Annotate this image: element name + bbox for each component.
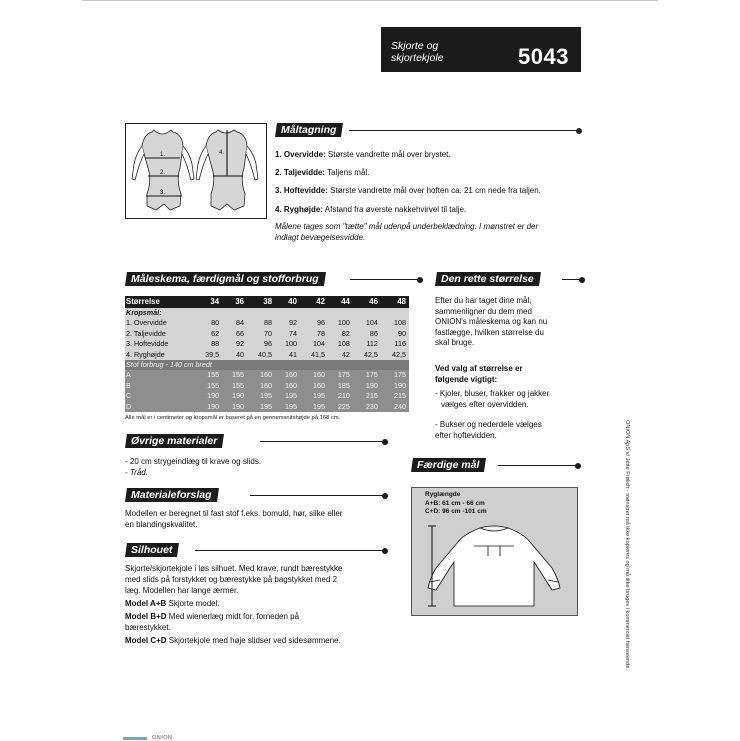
top-rule — [82, 0, 658, 1]
table-cell: 88 — [247, 318, 275, 328]
silhouet-line-1: Skjorte/skjortekjole i løs silhuet. Med krave, rundt bærestykke — [125, 564, 343, 573]
table-cell: 39,5 — [194, 350, 222, 360]
table-cell: 230 — [353, 402, 381, 412]
table-cell: 2. Taljevidde — [125, 329, 194, 339]
table-header-cell: 40 — [275, 296, 300, 308]
silhouet-line-3: læg. Modellen har lange ærmer. — [125, 586, 239, 595]
body-figure-svg — [126, 124, 266, 218]
faerdige-mal-heading-text: Færdige mål — [416, 459, 480, 471]
table-cell: 41,5 — [300, 350, 328, 360]
text-line: efter hoftevidden. — [435, 430, 497, 440]
section-rule — [498, 465, 578, 466]
title-line-2: skjortekjole — [391, 52, 444, 64]
table-cell: 185 — [328, 381, 353, 391]
note-line-2: indlagt bevægelsesvidde. — [275, 233, 366, 242]
size-table — [125, 296, 409, 412]
table-cell: 74 — [275, 329, 300, 339]
table-row — [125, 381, 409, 391]
table-cell: 1. Overvidde — [125, 318, 194, 328]
fig-label-2: 2. — [160, 170, 166, 176]
table-header-cell: 44 — [328, 296, 353, 308]
finished-measure-figure — [411, 487, 578, 616]
back-length-cd: C+D: 96 cm -101 cm — [425, 508, 487, 515]
table-cell: 116 — [381, 339, 409, 349]
table-row — [125, 402, 409, 412]
table-cell: 190 — [222, 402, 247, 412]
section-rule — [349, 130, 579, 131]
rette-storrelse-heading — [435, 272, 541, 286]
section-dot — [382, 548, 388, 554]
section-dot — [576, 128, 582, 134]
table-cell: 160 — [300, 370, 328, 380]
silhouet-line-2: med slids på forstykket og bærestykke på bagstykket med 2 — [125, 575, 338, 584]
table-cell: 96 — [247, 339, 275, 349]
bottom-logo: ONION — [152, 735, 173, 741]
section-dot — [575, 463, 581, 469]
text-line: fastlægge, hvilken størrelse du — [435, 327, 544, 337]
table-row — [125, 391, 409, 401]
table-cell: 190 — [353, 381, 381, 391]
section-dot — [382, 493, 388, 499]
table-header-cell: Størrelse — [125, 296, 194, 308]
table-cell: 175 — [381, 370, 409, 380]
table-cell: B — [125, 381, 194, 391]
table-cell: 210 — [328, 391, 353, 401]
section-dot — [382, 439, 388, 445]
table-header-cell: 42 — [300, 296, 328, 308]
table-cell: 195 — [275, 402, 300, 412]
table-cell: 160 — [275, 370, 300, 380]
text-line: følgende vigtigt: — [435, 374, 498, 384]
shirt-back-svg — [412, 488, 577, 615]
back-length-ab: A+B: 61 cm - 66 cm — [425, 499, 485, 507]
table-cell: 215 — [381, 391, 409, 401]
table-cell: 104 — [300, 339, 328, 349]
table-cell: 41 — [275, 350, 300, 360]
maltagning-item-2 — [275, 168, 369, 178]
table-header-cell: 46 — [353, 296, 381, 308]
item-text: Største vandrette mål over hoften ca. 21 cm nede fra taljen. — [327, 186, 541, 195]
maltagning-item-4 — [275, 205, 466, 215]
silhouet-model-3 — [125, 636, 341, 647]
table-cell: 155 — [222, 381, 247, 391]
ovrige-heading — [125, 434, 224, 448]
copyright-side-text: ONION ApS v/ Jette Frølich - mønstret må ikke kopieres og må ikke bruges i kommerciel henseende. — [624, 420, 630, 670]
silhouet-model-1 — [125, 599, 220, 610]
table-cell: 96 — [300, 318, 328, 328]
pattern-title — [391, 40, 444, 64]
table-row — [125, 350, 409, 360]
table-cell: D — [125, 402, 194, 412]
rette-storrelse-text — [435, 296, 585, 349]
section-rule — [250, 495, 385, 496]
text-line: vælges efter overvidden. — [441, 399, 529, 409]
table-cell: 3. Hoftevidde — [125, 339, 194, 349]
table-header-row — [125, 296, 409, 308]
table-cell: 240 — [381, 402, 409, 412]
table-cell: 160 — [275, 381, 300, 391]
table-cell: 195 — [275, 391, 300, 401]
faerdige-mal-section-header — [411, 458, 581, 472]
fig-label-4: 4. — [219, 150, 225, 156]
note-line-1: Målene tages som "tætte" mål udenpå underbeklædning. I mønstret er der — [275, 222, 539, 231]
table-cell: 155 — [222, 370, 247, 380]
model-label: Model C+D — [125, 636, 167, 645]
table-cell: A — [125, 370, 194, 380]
table-cell: 100 — [275, 339, 300, 349]
table-cell: 160 — [300, 381, 328, 391]
rette-storrelse-bullet-2 — [435, 420, 585, 441]
table-cell: 70 — [247, 329, 275, 339]
table-cell: C — [125, 391, 194, 401]
table-cell: 190 — [222, 391, 247, 401]
table-row — [125, 329, 409, 339]
pattern-number: 5043 — [518, 44, 569, 69]
table-cell: 86 — [353, 329, 381, 339]
ovrige-line-1: - 20 cm strygeindlæg til krave og slids. — [125, 457, 262, 466]
materialeforslag-heading-text: Materialeforslag — [130, 489, 212, 501]
text-line: Ved valg af størrelse er — [435, 364, 523, 373]
maltagning-heading-text: Måltagning — [280, 124, 337, 136]
maltagning-heading — [275, 123, 343, 137]
table-row — [125, 318, 409, 328]
ovrige-heading-text: Øvrige materialer — [130, 435, 218, 447]
section-rule — [260, 441, 385, 442]
text-line: - Kjoler, bluser, frakker og jakker — [435, 389, 550, 398]
maltagning-section-header — [275, 123, 582, 137]
silhouet-heading — [125, 543, 179, 557]
text-line: ONION's måleskema og kan nu — [435, 317, 548, 327]
table-cell: 92 — [275, 318, 300, 328]
table-cell: 108 — [328, 339, 353, 349]
section-dot — [417, 277, 423, 283]
item-text: Største vandrette mål over brystet. — [325, 150, 451, 159]
silhouet-heading-text: Silhouet — [130, 544, 173, 556]
measurement-figure — [125, 123, 267, 219]
table-cell: 112 — [353, 339, 381, 349]
table-cell: 175 — [353, 370, 381, 380]
fabric-heading: Stof forbrug - 140 cm bredt — [125, 360, 409, 370]
table-cell: 62 — [194, 329, 222, 339]
fig-label-1: 1. — [160, 152, 166, 158]
section-dot — [579, 277, 585, 283]
table-cell: 78 — [300, 329, 328, 339]
table-row — [125, 339, 409, 349]
back-length-label: Ryglængde — [425, 491, 461, 498]
section-rule — [195, 550, 385, 551]
text-line: sammenligner du dem med — [435, 306, 532, 316]
section-rule — [350, 279, 420, 280]
table-cell: 108 — [381, 318, 409, 328]
ovrige-section-header — [125, 434, 388, 448]
table-cell: 92 — [222, 339, 247, 349]
table-header-cell: 34 — [194, 296, 222, 308]
table-cell: 4. Ryghøjde — [125, 350, 194, 360]
table-cell: 40,5 — [247, 350, 275, 360]
model-text: Skjorte model. — [166, 599, 220, 608]
faerdige-mal-heading — [411, 458, 486, 472]
materialeforslag-line-2: en blandingskvalitet. — [125, 520, 198, 529]
item-text: Taljens mål. — [325, 168, 370, 177]
item-label: 2. Taljevidde: — [275, 168, 326, 177]
table-cell: 155 — [194, 381, 222, 391]
rette-storrelse-bold — [435, 364, 585, 385]
maleskema-heading — [125, 272, 326, 286]
rette-storrelse-bullet-1 — [435, 389, 585, 410]
model-text: Med wienerlæg midt for, forneden på — [166, 612, 300, 621]
silhouet-section-header — [125, 543, 388, 557]
model-label: Model B+D — [125, 612, 167, 621]
table-cell: 42,5 — [381, 350, 409, 360]
maltagning-item-1 — [275, 150, 451, 160]
text-line: - Bukser og nederdele vælges — [435, 420, 542, 429]
item-label: 4. Ryghøjde: — [275, 205, 324, 214]
table-cell: 175 — [328, 370, 353, 380]
table-cell: 160 — [247, 381, 275, 391]
silhouet-model-2 — [125, 612, 299, 623]
table-cell: 195 — [300, 402, 328, 412]
ovrige-line-2: - Tråd. — [125, 468, 148, 477]
table-footnote: Alle mål er i centimeter og kropsmål er baseret på en gennemsnitshøjde på 168 cm. — [125, 415, 341, 421]
table-cell: 155 — [194, 370, 222, 380]
table-cell: 190 — [194, 391, 222, 401]
text-line: skal bruge. — [435, 338, 475, 348]
table-cell: 66 — [222, 329, 247, 339]
table-header-cell: 38 — [247, 296, 275, 308]
table-cell: 90 — [381, 329, 409, 339]
table-row — [125, 370, 409, 380]
table-cell: 100 — [328, 318, 353, 328]
table-cell: 195 — [247, 391, 275, 401]
item-label: 3. Hoftevidde: — [275, 186, 328, 195]
table-header-cell: 36 — [222, 296, 247, 308]
table-subheader-row — [125, 308, 409, 318]
table-cell: 82 — [328, 329, 353, 339]
item-label: 1. Overvidde: — [275, 150, 326, 159]
fig-label-3: 3. — [160, 190, 166, 196]
table-cell: 42 — [328, 350, 353, 360]
pattern-header — [381, 27, 581, 72]
materialeforslag-section-header — [125, 488, 388, 502]
table-cell: 195 — [247, 402, 275, 412]
silhouet-model-2-cont: bærestykket. — [125, 623, 171, 632]
table-cell: 190 — [381, 381, 409, 391]
table-cell: 104 — [353, 318, 381, 328]
table-cell: 160 — [247, 370, 275, 380]
rette-storrelse-section-header — [435, 272, 585, 286]
table-cell: 80 — [194, 318, 222, 328]
table-header-cell: 48 — [381, 296, 409, 308]
maltagning-item-3 — [275, 186, 541, 196]
model-label: Model A+B — [125, 599, 167, 608]
table-cell: 225 — [328, 402, 353, 412]
model-text: Skjortekjole med høje slidser ved sidesømmene. — [166, 636, 341, 645]
maleskema-heading-text: Måleskema, færdigmål og stofforbrug — [130, 273, 319, 285]
table-cell: 215 — [353, 391, 381, 401]
table-cell: 40 — [222, 350, 247, 360]
table-cell: 195 — [300, 391, 328, 401]
maltagning-note — [275, 221, 587, 243]
table-cell: 88 — [194, 339, 222, 349]
materialeforslag-line-1: Modellen er beregnet til fast stof f.eks. bomuld, hør, silke eller — [125, 509, 343, 518]
materialeforslag-heading — [125, 488, 218, 502]
item-text: Afstand fra øverste nakkehvirvel til talje. — [323, 205, 467, 214]
table-cell: 42,5 — [353, 350, 381, 360]
fabric-heading-row — [125, 360, 409, 370]
title-line-1: Skjorte og — [391, 40, 439, 52]
maleskema-section-header — [125, 272, 423, 286]
table-cell: 190 — [194, 402, 222, 412]
text-line: Efter du har taget dine mål, — [435, 296, 532, 305]
table-cell: 84 — [222, 318, 247, 328]
body-measure-heading: Kropsmål: — [125, 308, 409, 318]
rette-storrelse-heading-text: Den rette størrelse — [440, 273, 534, 285]
